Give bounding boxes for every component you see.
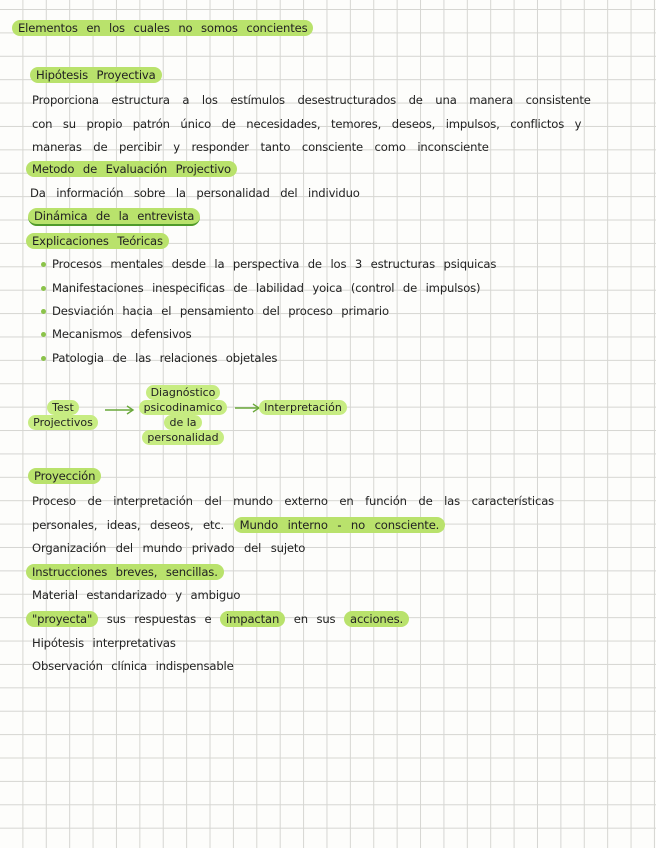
dinamica-entrevista: Dinámica de la entrevista xyxy=(28,208,200,224)
proyeccion-line-7: Hipótesis interpretativas xyxy=(32,636,176,650)
arrow-right-icon xyxy=(104,404,136,416)
proyeccion-line-2: personales, ideas, deseos, etc. Mundo interno - no consciente. xyxy=(32,517,445,533)
bullet-item-1: Procesos mentales desde la perspectiva de los 3 estructuras psiquicas xyxy=(52,257,497,271)
diagram-node-diagnostico: Diagnóstico psicodinamico de la personalidad xyxy=(133,385,233,445)
bullet-dot xyxy=(41,356,46,361)
proyeccion-line-5: Material estandarizado y ambiguo xyxy=(32,588,241,602)
bullet-dot xyxy=(41,309,46,314)
heading-hipotesis: Hipótesis Proyectiva xyxy=(30,67,162,83)
bullet-dot xyxy=(41,332,46,337)
bullet-item-3: Desviación hacia el pensamiento del proceso primario xyxy=(52,304,389,318)
bullet-item-5: Patologia de las relaciones objetales xyxy=(52,351,278,365)
page-title: Elementos en los cuales no somos concientes xyxy=(12,20,313,36)
body-line-3: maneras de percibir y responder tanto consciente como inconsciente xyxy=(32,140,489,154)
proyeccion-line-1: Proceso de interpretación del mundo externo en función de las características xyxy=(32,494,555,508)
body-line-2: con su propio patrón único de necesidades, temores, deseos, impulsos, conflictos y xyxy=(32,117,582,131)
bullet-item-2: Manifestaciones inespecificas de labilidad yoica (control de impulsos) xyxy=(52,281,481,295)
proyeccion-line-3: Organización del mundo privado del sujeto xyxy=(32,541,306,555)
heading-metodo: Metodo de Evaluación Projectivo xyxy=(26,161,237,177)
bullet-dot xyxy=(41,286,46,291)
diagram-node-test-proyectivos: Test Projectivos xyxy=(22,400,104,430)
metodo-text: Da información sobre la personalidad del individuo xyxy=(30,186,360,200)
heading-proyeccion: Proyección xyxy=(28,468,101,484)
heading-explicaciones: Explicaciones Teóricas xyxy=(26,233,169,249)
diagram-node-interpretacion: Interpretación xyxy=(258,400,348,415)
body-line-1: Proporciona estructura a los estímulos desestructurados de una manera consistente xyxy=(32,93,591,107)
proyeccion-line-8: Observación clínica indispensable xyxy=(32,659,234,673)
proyeccion-line-4: Instrucciones breves, sencillas. xyxy=(26,564,224,580)
bullet-dot xyxy=(41,262,46,267)
proyeccion-line-6: "proyecta" sus respuestas e impactan en sus acciones. xyxy=(26,611,409,627)
bullet-item-4: Mecanismos defensivos xyxy=(52,327,192,341)
